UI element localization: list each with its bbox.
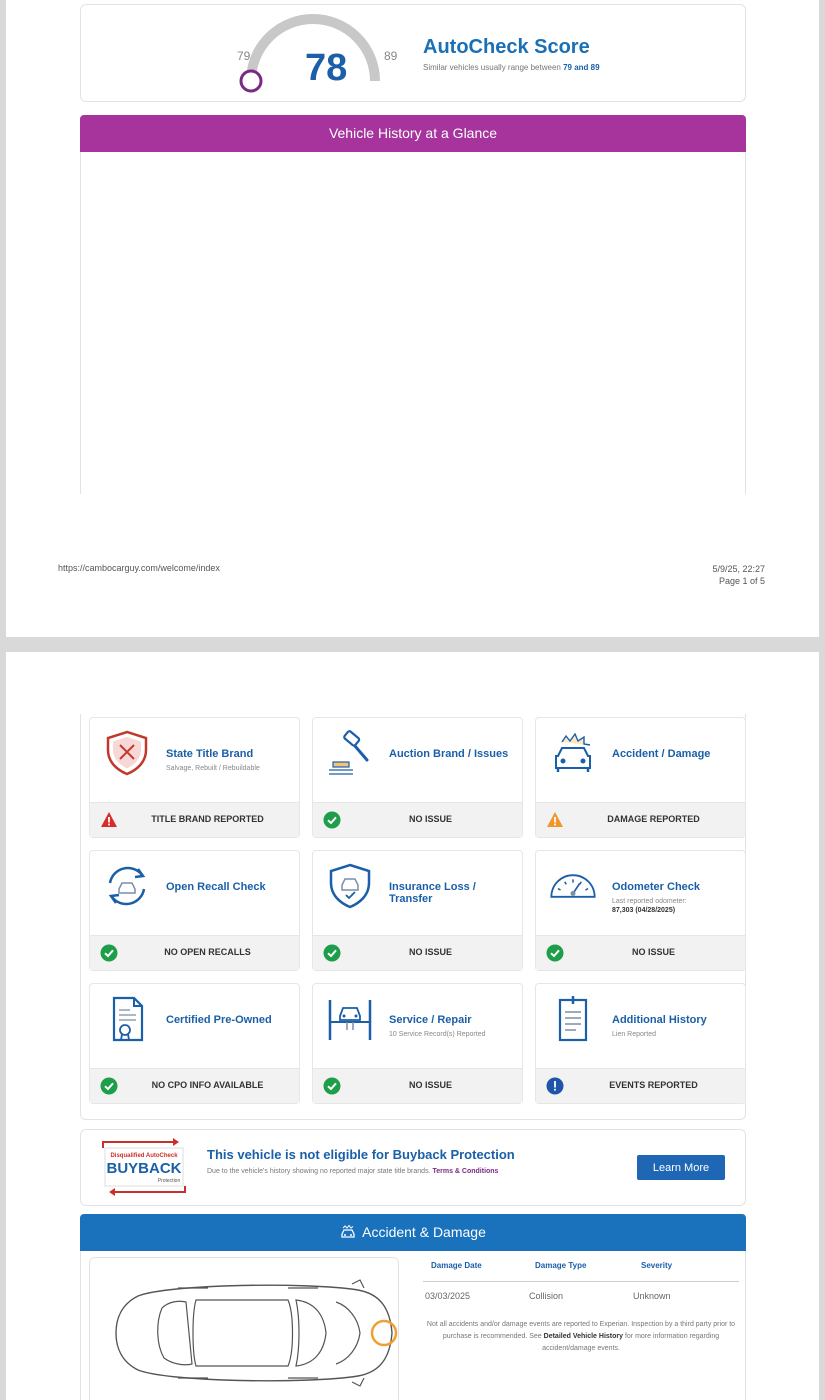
info-icon (546, 1077, 564, 1095)
tile-certified-pre-owned[interactable] (89, 983, 300, 1104)
cell-damage-type: Collision (529, 1291, 564, 1301)
gauge-min-label: 79 (237, 49, 251, 63)
warning-orange-icon (546, 811, 564, 829)
bb-logo-top: Disqualified AutoCheck (110, 1153, 178, 1159)
tile-title: Accident / Damage (612, 748, 711, 760)
col-severity: Severity (641, 1261, 673, 1270)
shield-car-icon (325, 861, 375, 911)
glance-grid (80, 714, 746, 1120)
score-subtitle: Similar vehicles usually range between 79 and 89 (423, 63, 600, 72)
cell-severity: Unknown (633, 1291, 671, 1301)
tile-title: Insurance Loss / Transfer (389, 881, 476, 905)
bb-logo-main: BUYBACK (106, 1160, 182, 1177)
accident-damage-body (80, 1251, 746, 1400)
status-text: NO ISSUE (408, 947, 452, 957)
tile-additional-history[interactable] (535, 983, 746, 1104)
col-damage-type: Damage Type (535, 1261, 587, 1270)
crash-car-icon (548, 728, 598, 778)
car-top-view-icon (108, 1278, 400, 1388)
damage-note: Not all accidents and/or damage events are reported to Experian. Inspection by a third party prior to purchase is recommended. See Detailed Vehicle History for more information regarding accident/damage events. (426, 1321, 736, 1352)
footer-date: 5/9/25, 22:27 (712, 564, 765, 574)
tile-status (90, 935, 299, 970)
accident-damage-title: Accident & Damage (362, 1224, 486, 1240)
recall-icon (102, 861, 152, 911)
tile-status (90, 1068, 299, 1103)
tile-title: Open Recall Check (166, 881, 266, 893)
document-icon (548, 994, 598, 1044)
bb-logo-bottom: Protection (157, 1178, 181, 1184)
tile-sub: Lien Reported (612, 1031, 656, 1038)
status-text: NO ISSUE (408, 1080, 452, 1090)
gauge-marker (241, 71, 261, 91)
check-icon (546, 944, 564, 962)
table-divider (423, 1281, 739, 1282)
status-text: NO ISSUE (408, 814, 452, 824)
check-icon (100, 1077, 118, 1095)
tile-service-repair[interactable] (312, 983, 523, 1104)
tile-state-title-brand[interactable] (89, 717, 300, 838)
tile-status (536, 935, 745, 970)
warning-red-icon (100, 811, 118, 829)
report-page-2 (6, 652, 819, 1400)
tile-status (90, 802, 299, 837)
score-range: 79 and 89 (563, 63, 600, 72)
odometer-reading: 87,303 (04/28/2025) (612, 907, 676, 914)
status-text: NO CPO INFO AVAILABLE (151, 1080, 264, 1090)
tile-sub: Last reported odometer: 87,303 (04/28/2025) (612, 898, 687, 914)
glance-body (80, 152, 746, 494)
cell-damage-date: 03/03/2025 (425, 1291, 471, 1301)
footer-meta (712, 563, 765, 587)
status-text: TITLE BRAND REPORTED (151, 814, 264, 824)
crash-car-icon (340, 1225, 356, 1239)
tile-insurance-loss[interactable] (312, 850, 523, 971)
lift-icon (325, 994, 375, 1044)
buyback-protection-card (80, 1129, 746, 1206)
tile-open-recall[interactable] (89, 850, 300, 971)
tile-status (313, 935, 522, 970)
score-title: AutoCheck Score (423, 36, 590, 58)
check-icon (323, 1077, 341, 1095)
status-text: NO OPEN RECALLS (164, 947, 251, 957)
footer-url: https://cambocarguy.com/welcome/index (58, 563, 220, 573)
gauge-max-label: 89 (384, 49, 398, 63)
tile-title: Odometer Check (612, 881, 701, 893)
col-damage-date: Damage Date (431, 1261, 482, 1270)
report-page-1 (6, 0, 819, 637)
tile-title: Auction Brand / Issues (389, 748, 509, 760)
footer-page: Page 1 of 5 (718, 576, 765, 586)
check-icon (323, 944, 341, 962)
detailed-history-link[interactable]: Detailed Vehicle History (543, 1333, 624, 1340)
tile-title: State Title Brand (166, 748, 254, 760)
buyback-logo (99, 1138, 189, 1196)
check-icon (100, 944, 118, 962)
tile-title: Additional History (612, 1014, 707, 1026)
tile-sub: Salvage, Rebuilt / Rebuildable (166, 765, 260, 772)
status-text: NO ISSUE (631, 947, 675, 957)
check-icon (323, 811, 341, 829)
buyback-subtitle: Due to the vehicle's history showing no reported major state title brands. Terms & Conditions (207, 1168, 499, 1175)
status-text: DAMAGE REPORTED (607, 814, 700, 824)
tile-status (313, 1068, 522, 1103)
damage-diagram (89, 1257, 399, 1400)
accident-damage-header (80, 1214, 746, 1251)
gavel-icon (325, 728, 375, 778)
tile-title: Certified Pre-Owned (166, 1014, 272, 1026)
score-value: 78 (305, 47, 348, 89)
glance-header: Vehicle History at a Glance (80, 115, 746, 152)
tile-title: Service / Repair (389, 1014, 472, 1026)
tile-sub: 10 Service Record(s) Reported (389, 1031, 486, 1038)
status-text: EVENTS REPORTED (609, 1080, 698, 1090)
odometer-icon (548, 861, 598, 911)
tile-status (536, 1068, 745, 1103)
shield-x-icon (102, 728, 152, 778)
tile-status (536, 802, 745, 837)
tile-auction-brand[interactable] (312, 717, 523, 838)
buyback-title: This vehicle is not eligible for Buyback Protection (207, 1147, 515, 1162)
tile-status (313, 802, 522, 837)
autocheck-score-card (80, 4, 746, 102)
certificate-icon (102, 994, 152, 1044)
tile-odometer-check[interactable] (535, 850, 746, 971)
learn-more-button[interactable]: Learn More (637, 1155, 725, 1180)
tile-accident-damage[interactable] (535, 717, 746, 838)
terms-link[interactable]: Terms & Conditions (432, 1168, 499, 1175)
